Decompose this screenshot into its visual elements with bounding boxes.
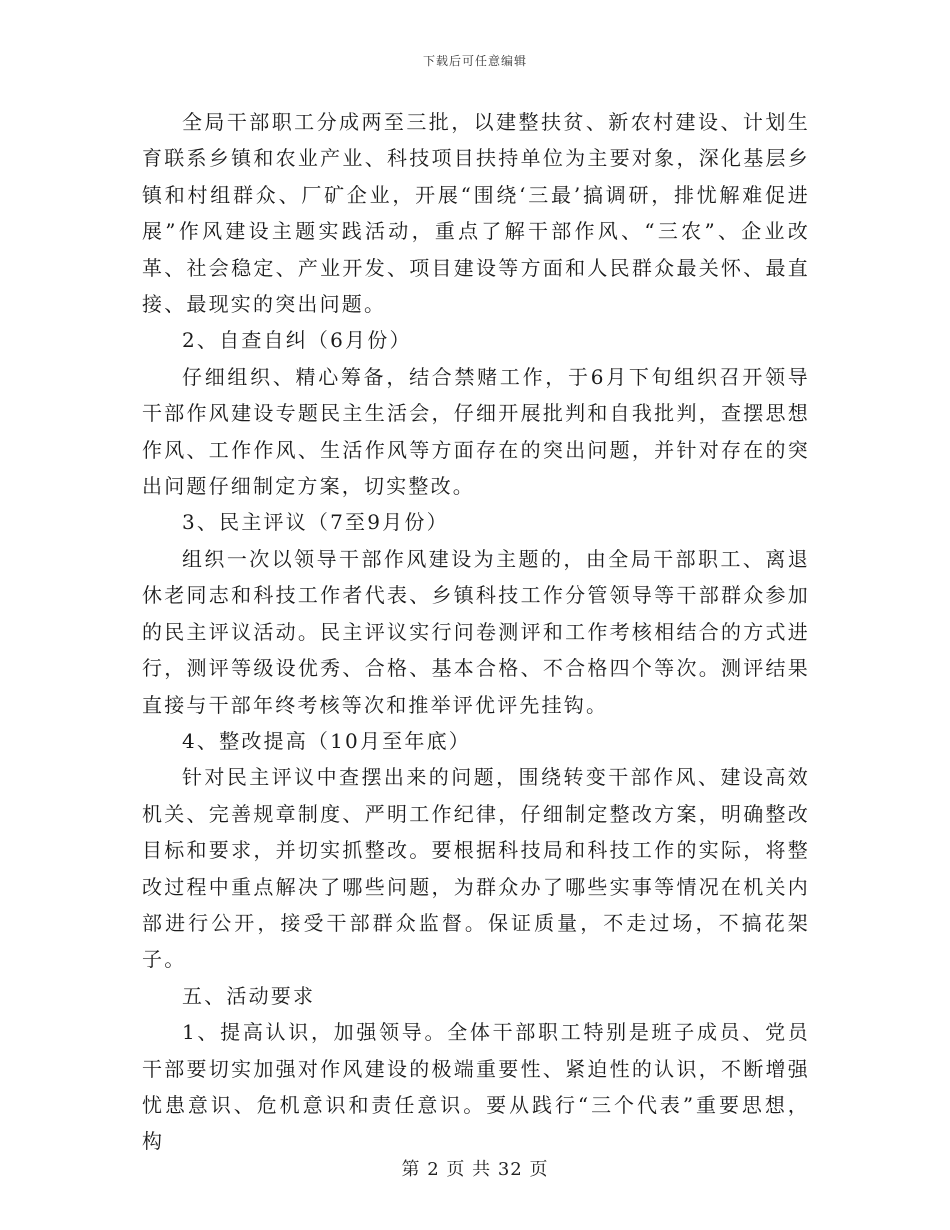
paragraph-3: 组织一次以领导干部作风建设为主题的，由全局干部职工、离退休老同志和科技工作者代表、乡镇科技工作分管领导等干部群众参加的民主评议活动。民主评议实行问卷测评和工作考核相结合的方式进行，测评等级设优秀、合格、基本合格、不合格四个等次。测评结果直接与干部年终考核等次和推举评优评先挂钩。: [142, 546, 810, 717]
paragraph-1: 全局干部职工分成两至三批，以建整扶贫、新农村建设、计划生育联系乡镇和农业产业、科技项目扶持单位为主要对象，深化基层乡镇和村组群众、厂矿企业，开展“围绕‘三最’搞调研，排忧解难促进展”作风建设主题实践活动，重点了解干部作风、“三农”、企业改革、社会稳定、产业开发、项目建设等方面和人民群众最关怀、最直接、最现实的突出问题。: [142, 110, 810, 317]
page-header: 下载后可任意编辑: [422, 54, 527, 68]
document-body: [142, 104, 810, 1160]
section-heading-self-check: 2、自查自纠（6月份）: [182, 328, 412, 353]
paragraph-2: 仔细组织、精心筹备，结合禁赌工作，于6月下旬组织召开领导干部作风建设专题民主生活会，仔细开展批判和自我批判，查摆思想作风、工作作风、生活作风等方面存在的突出问题，并针对存在的突出问题仔细制定方案，切实整改。: [142, 364, 810, 499]
section-heading-rectification: 4、整改提高（10月至年底）: [182, 728, 471, 753]
paragraph-5: 1、提高认识，加强领导。全体干部职工特别是班子成员、党员干部要切实加强对作风建设的极端重要性、紧迫性的认识，不断增强忧患意识、危机意识和责任意识。要从践行“三个代表”重要思想，构: [142, 1020, 810, 1154]
page-footer: 第 2 页 共 32 页: [401, 1159, 549, 1180]
paragraph-4: 针对民主评议中查摆出来的问题，围绕转变干部作风、建设高效机关、完善规章制度、严明工作纪律，仔细制定整改方案，明确整改目标和要求，并切实抓整改。要根据科技局和科技工作的实际，将整改过程中重点解决了哪些问题，为群众办了哪些实事等情况在机关内部进行公开，接受干部群众监督。保证质量，不走过场，不搞花架子。: [142, 765, 810, 972]
section-heading-requirements: 五、活动要求: [182, 983, 316, 1008]
section-heading-democratic-review: 3、民主评议（7至9月份）: [182, 510, 449, 535]
